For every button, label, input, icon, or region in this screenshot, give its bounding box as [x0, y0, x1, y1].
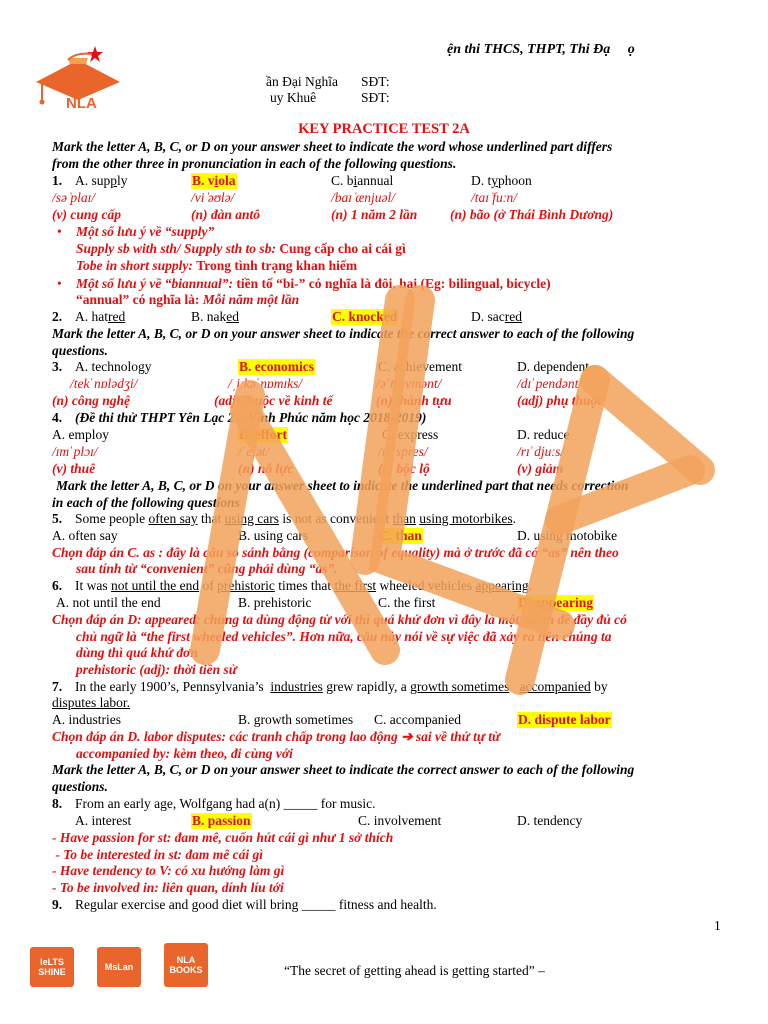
logo-text: NLA [66, 95, 97, 112]
nla-logo [28, 40, 128, 122]
q4-source: (Đề thi thử THPT Yên Lạc 2 – Vĩnh Phúc năm học 2018-2019) [75, 410, 427, 425]
q8-sentence: From an early age, Wolfgang had a(n) _____ for music. [75, 796, 376, 811]
q4-meaning-d: (v) giảm [517, 461, 564, 476]
instruction-2a: Mark the letter A, B, C, or D on your answer sheet to indicate the correct answer to each of the following [52, 326, 635, 341]
teacher-2-phone: SĐT: [361, 90, 390, 105]
q5-option-c-answer: C. than [379, 528, 422, 543]
instruction-3a: Mark the letter A, B, C, or D on your answer sheet to indicate the underlined part that needs correction [56, 478, 629, 493]
q5-option-d: D. using motobike [517, 528, 618, 543]
q8-option-d: D. tendency [517, 813, 583, 828]
q7-number: 7. [52, 679, 63, 694]
q8-explanation-1: - Have passion for st: đam mê, cuốn hút cái gì như 1 sở thích [52, 830, 394, 845]
q4-ipa-d: /rɪˈdjuːs/ [517, 444, 565, 459]
teacher-2-name: uy Khuê [270, 90, 317, 105]
mslan-logo: MsLan [97, 947, 141, 987]
q6-option-c: C. the first [378, 595, 436, 610]
q4-option-a: A. employ [52, 427, 109, 442]
q5-explanation-1: Chọn đáp án C. as : đây là câu so sánh bằng (comparison of equality) mà ở trước đã có “as” nên theo [52, 545, 619, 560]
q1-note1-b: Tobe in short supply: Trong tình trạng khan hiếm [76, 258, 358, 273]
q1-note1: Một số lưu ý về “supply” [76, 224, 215, 239]
q4-ipa-b: /ˈefət/ [238, 444, 270, 459]
q8-explanation-3: - Have tendency to V: có xu hướng làm gì [52, 863, 285, 878]
q4-option-b-answer: B. effort [239, 427, 287, 442]
q7-sentence: In the early 1900’s, Pennsylvania’s industries grew rapidly, a growth sometimes accompanied by [75, 679, 608, 694]
q3-ipa-b: /ˌiːkəˈnɒmɪks/ [228, 376, 303, 391]
q4-ipa-c: /ɪkˈspres/ [378, 444, 428, 459]
q6-explanation-1: Chọn đáp án D: appeared: chúng ta dùng động từ với thì quá khứ đơn vì đây là một mệnh đề đầy đủ có [52, 612, 627, 627]
q8-explanation-4: - To be involved in: liên quan, dính líu tới [52, 880, 284, 895]
q3-option-d: D. dependent [517, 359, 589, 374]
q5-sentence: Some people often say that using cars is not as convenient than using motorbikes. [75, 511, 516, 526]
instruction-3b: in each of the following questions [52, 495, 240, 510]
q1-note1-a: Supply sb with sth/ Supply sth to sb: Cung cấp cho ai cái gì [76, 241, 406, 256]
q6-sentence: It was not until the end of prehistoric times that the first wheeled vehicles appearing. [75, 578, 533, 593]
q7-explanation-1: Chọn đáp án D. labor disputes: các tranh chấp trong lao động ➔ sai về thứ tự từ [52, 729, 501, 744]
q7-option-a: A. industries [52, 712, 121, 727]
q1-note2: Một số lưu ý về “biannual”: tiền tố “bi-” có nghĩa là đôi, hai (Eg: bilingual, bicycle) [76, 276, 551, 291]
q4-option-c: C. express [382, 427, 439, 442]
page-number: 1 [714, 918, 721, 933]
q5-option-b: B. using cars [238, 528, 309, 543]
q7-option-b: B. growth sometimes [238, 712, 354, 727]
watermark-a-right [595, 380, 700, 470]
q4-option-d: D. reduce [517, 427, 570, 442]
q3-number: 3. [52, 359, 63, 374]
bullet-icon: • [57, 224, 62, 239]
q4-ipa-a: /ɪmˈplɔɪ/ [52, 444, 98, 459]
q6-explanation-3: dùng thì quá khứ đơn [76, 645, 198, 660]
q3-option-c: C. achievement [378, 359, 462, 374]
q5-number: 5. [52, 511, 63, 526]
q4-meaning-a: (v) thuê [52, 461, 96, 476]
q8-explanation-2: - To be interested in st: đam mê cái gì [52, 847, 263, 862]
q8-option-c: C. involvement [358, 813, 442, 828]
q7-explanation-2: accompanied by: kèm theo, đi cùng với [76, 746, 293, 761]
q3-ipa-c: /əˈtʃiːvmənt/ [376, 376, 442, 391]
instruction-2b: questions. [52, 343, 108, 358]
nla-books-logo: NLA BOOKS [164, 943, 208, 987]
q6-option-a: A. not until the end [56, 595, 161, 610]
q3-meaning-d: (adj) phụ thuộc [517, 393, 604, 408]
q5-option-a: A. often say [52, 528, 118, 543]
q1-meaning-d: (n) bão (ở Thái Bình Dương) [450, 207, 614, 222]
instruction-4b: questions. [52, 779, 108, 794]
q6-option-d-answer: D. appearing [518, 595, 594, 610]
page-title: KEY PRACTICE TEST 2A [298, 121, 470, 137]
q4-number: 4. [52, 410, 63, 425]
ielts-shine-logo: IeLTS SHINE [30, 947, 74, 987]
q2-option-b: B. naked [191, 309, 239, 324]
q7-option-d-answer: D. dispute labor [518, 712, 611, 727]
q1-ipa-b: /vi ̍əʊlə/ [191, 190, 235, 205]
footer-quote: “The secret of getting ahead is getting started” – [284, 963, 545, 978]
q2-number: 2. [52, 309, 63, 324]
q1-option-c: C. biannual [331, 173, 394, 188]
q3-meaning-b: (adj) thuộc về kinh tế [214, 393, 333, 408]
instruction-4a: Mark the letter A, B, C, or D on your answer sheet to indicate the correct answer to each of the following [52, 762, 635, 777]
q1-option-a: A. supply [75, 173, 128, 188]
q6-option-b: B. prehistoric [238, 595, 312, 610]
q3-option-a: A. technology [75, 359, 152, 374]
q1-note2-c: “annual” có nghĩa là: Mỗi năm một lần [76, 292, 300, 307]
q1-ipa-a: /sə ̍plaɪ/ [52, 190, 95, 205]
instruction-1b: from the other three in pronunciation in each of the following questions. [52, 156, 457, 171]
q8-number: 8. [52, 796, 63, 811]
arrow-right-icon: ➔ [401, 729, 413, 744]
q6-explanation-2: chủ ngữ là “the first wheeled vehicles”. Hơn nữa, câu này nói về sự việc đã xảy ra nên chúng ta [76, 629, 612, 644]
q6-explanation-4: prehistoric (adj): thời tiền sử [76, 662, 237, 677]
q1-option-d: D. typhoon [471, 173, 532, 188]
q3-meaning-c: (n) thành tựu [376, 393, 452, 408]
q6-number: 6. [52, 578, 63, 593]
q8-option-b-answer: B. passion [192, 813, 251, 828]
q1-ipa-c: /baɪ ̍ænjuəl/ [331, 190, 395, 205]
q7-sentence-end: disputes labor. [52, 695, 130, 710]
q1-number: 1. [52, 173, 63, 188]
q1-meaning-a: (v) cung cấp [52, 207, 121, 222]
q2-option-c-answer: C. knocked [332, 309, 398, 324]
q1-meaning-b: (n) đàn antô [191, 207, 261, 222]
teacher-1-name: ần Đại Nghĩa [266, 74, 338, 89]
q9-sentence: Regular exercise and good diet will bring _____ fitness and health. [75, 897, 437, 912]
header-center-name: ện thi THCS, THPT, Thi Đạ ọ [447, 42, 635, 57]
q4-meaning-b: (n) nỗ lực [238, 461, 294, 476]
q3-option-b-answer: B. economics [239, 359, 314, 374]
teacher-1-phone: SĐT: [361, 74, 390, 89]
instruction-1a: Mark the letter A, B, C, or D on your answer sheet to indicate the word whose underlined part differs [52, 139, 613, 154]
q5-explanation-2: sau tính từ “convenient” cũng phải dùng “as”. [76, 561, 338, 576]
q9-number: 9. [52, 897, 63, 912]
q7-option-c: C. accompanied [374, 712, 461, 727]
q4-meaning-c: (v) bộc lộ [378, 461, 430, 476]
q3-ipa-d: /dɪˈpendənt/ [517, 376, 583, 391]
q2-option-a: A. hatred [75, 309, 126, 324]
q1-meaning-c: (n) 1 năm 2 lần [331, 207, 418, 222]
q1-ipa-d: /taɪ ̍fuːn/ [471, 190, 518, 205]
q2-option-d: D. sacred [471, 309, 522, 324]
q3-ipa-a: /tekˈnɒlədʒi/ [70, 376, 138, 391]
bullet-icon: • [57, 276, 62, 291]
q1-option-b-answer: B. viola [192, 173, 236, 188]
q8-option-a: A. interest [75, 813, 132, 828]
q3-meaning-a: (n) công nghệ [52, 393, 131, 408]
